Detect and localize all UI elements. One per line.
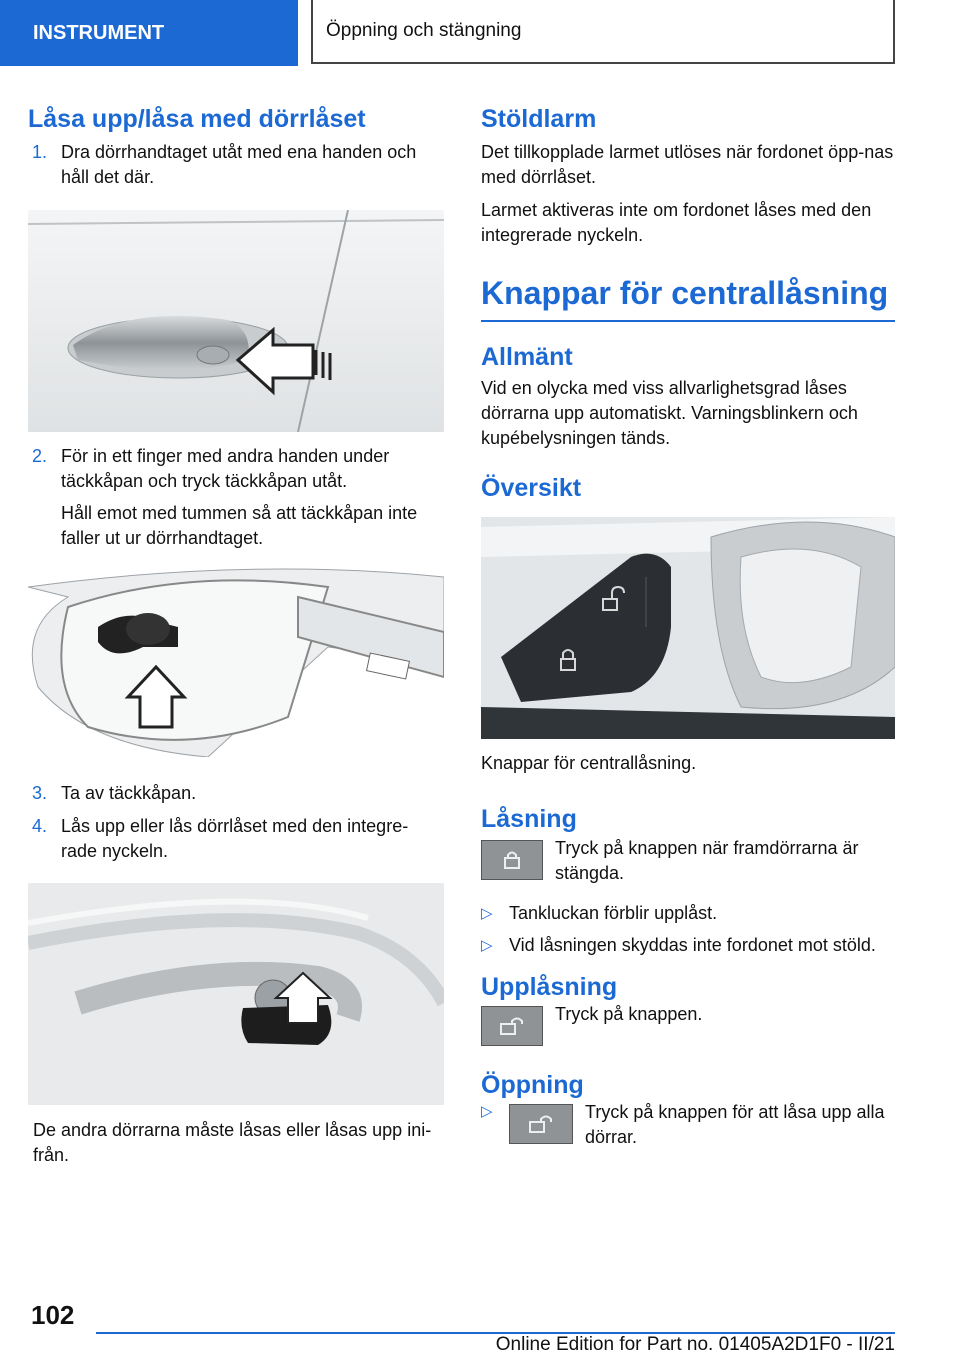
- unlock-icon: [509, 1104, 573, 1144]
- step-text: Dra dörrhandtaget utåt med ena handen och håll det där.: [61, 142, 417, 187]
- step-text: Ta av täckkåpan.: [61, 783, 197, 803]
- overview-caption: Knappar för centrallåsning.: [481, 753, 697, 774]
- step-3: [28, 781, 444, 806]
- step-4: [28, 814, 444, 864]
- heading-door-lock: Låsa upp/låsa med dörrlåset: [28, 105, 366, 133]
- bullet-text: Vid låsningen skyddas inte fordonet mot stöld.: [509, 935, 876, 956]
- footer-edition: Online Edition for Part no. 01405A2D1F0 - II/21: [495, 1334, 895, 1355]
- page-number: 102: [31, 1300, 75, 1330]
- heading-opening: Öppning: [481, 1071, 584, 1100]
- central-locking-buttons-figure: [481, 517, 895, 739]
- locking-bullet-2: [481, 933, 895, 958]
- step-number: 4.: [32, 816, 48, 836]
- step-number: 2.: [32, 446, 48, 466]
- heading-central-locking: Knappar för centrallåsning: [481, 274, 895, 322]
- step-1: [28, 140, 444, 190]
- step-number: 3.: [32, 783, 48, 803]
- opening-text: Tryck på knappen för att låsa upp alla dörrar.: [585, 1102, 885, 1148]
- lock-icon: [481, 840, 543, 880]
- door-handle-pull-figure: [28, 210, 444, 432]
- heading-locking: Låsning: [481, 805, 577, 834]
- chapter-title: Öppning och stängning: [311, 0, 895, 64]
- bullet-triangle-icon: ▷: [481, 937, 493, 955]
- step-2: [28, 444, 444, 494]
- locking-text: Tryck på knappen när framdörrarna är stängda.: [555, 838, 859, 884]
- locking-row: [481, 836, 895, 886]
- opening-row: [481, 1100, 895, 1150]
- bullet-triangle-icon: ▷: [481, 905, 493, 923]
- step-number: 1.: [32, 142, 48, 162]
- heading-alarm: Stöldlarm: [481, 105, 597, 133]
- heading-overview: Översikt: [481, 474, 582, 503]
- bullet-triangle-icon: ▷: [481, 1103, 493, 1121]
- step-note: Håll emot med tummen så att täckkåpan inte faller ut ur dörrhandtaget.: [61, 503, 418, 548]
- cover-cap-figure: [28, 567, 444, 757]
- alarm-text-2: Larmet aktiveras inte om fordonet låses med den integrerade nyckeln.: [481, 200, 872, 245]
- locking-bullet-1: [481, 901, 895, 926]
- heading-unlocking: Upplåsning: [481, 973, 618, 1002]
- step-2-note: [28, 501, 444, 551]
- section-tab: INSTRUMENT: [0, 0, 298, 66]
- left-column: [28, 100, 444, 1168]
- unlocking-text: Tryck på knappen.: [555, 1004, 703, 1025]
- unlock-icon: [481, 1006, 543, 1046]
- unlocking-row: [481, 1002, 895, 1046]
- other-doors-text: De andra dörrarna måste låsas eller låsas upp ini-från.: [33, 1120, 432, 1165]
- alarm-text-1: Det tillkopplade larmet utlöses när fordonet öpp-nas med dörrlåset.: [481, 142, 894, 187]
- bullet-text: Tankluckan förblir upplåst.: [509, 903, 718, 924]
- right-column: [481, 100, 895, 1150]
- heading-general: Allmänt: [481, 343, 573, 372]
- step-text: För in ett finger med andra handen under täckkåpan och tryck täckkåpan utåt.: [61, 446, 390, 491]
- general-text: Vid en olycka med viss allvarlighetsgrad låses dörrarna upp automatiskt. Varningsblinkern och kupébelysningen tänds.: [481, 378, 858, 449]
- step-text: Lås upp eller lås dörrlåset med den integre-rade nyckeln.: [61, 816, 409, 861]
- key-insert-figure: [28, 883, 444, 1105]
